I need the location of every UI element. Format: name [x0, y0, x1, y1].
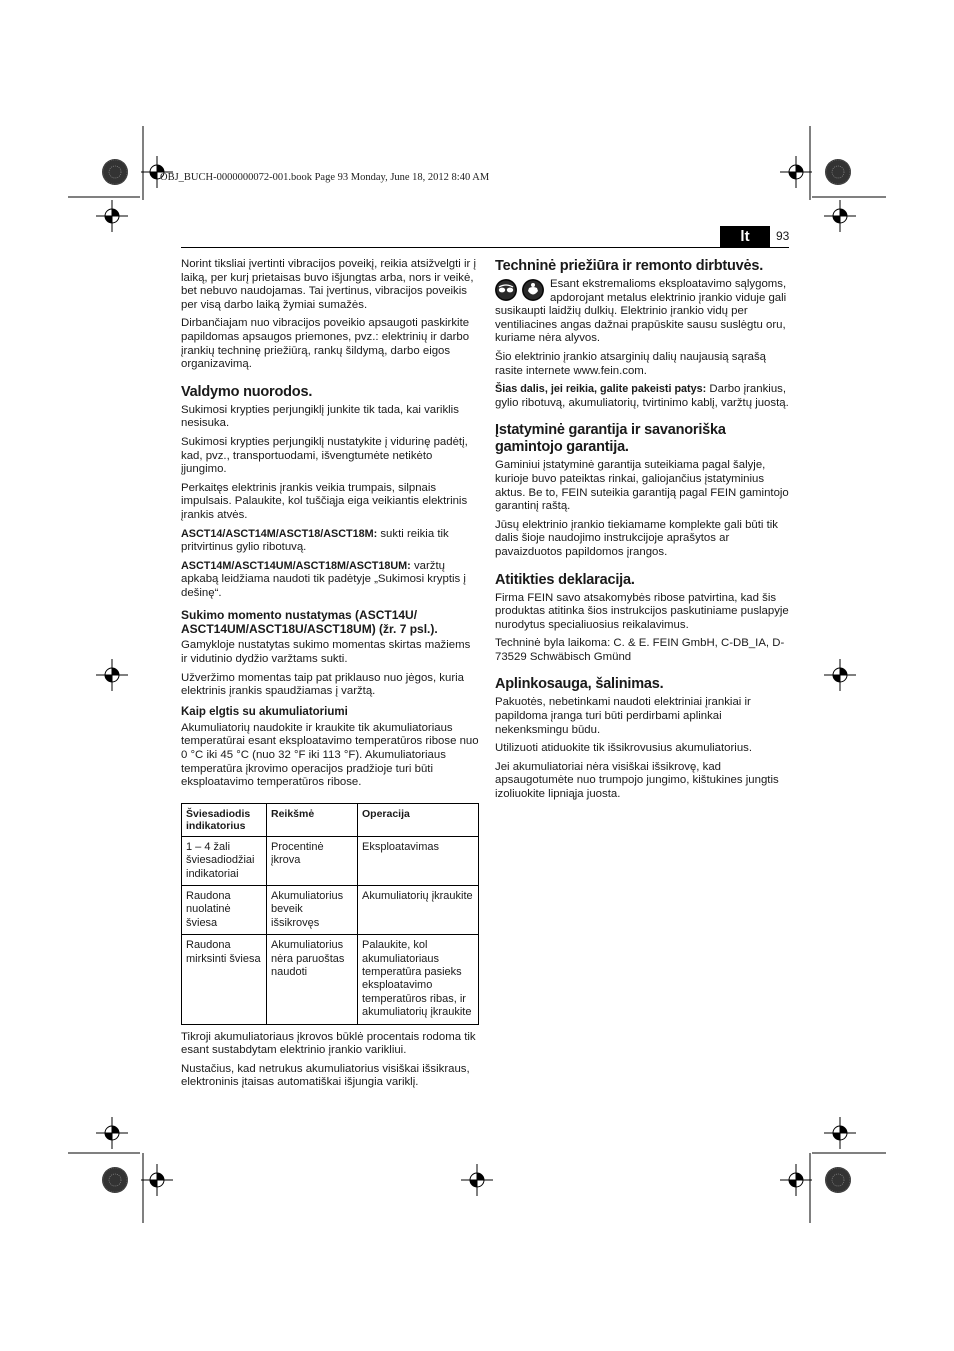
page-number: 93: [776, 229, 790, 243]
paragraph-text: Darbo įrankius, gylio ribotuvą, akumuliatorių, tvirtinimo kablį, varžtų juostą.: [495, 383, 789, 409]
table-header-row: [182, 803, 479, 836]
service-paragraph: [495, 383, 791, 410]
dust-mask-icon: [522, 279, 544, 301]
service-paragraph: Šio elektrinio įrankio atsarginių dalių naujausią sąrašą rasite internete www.fein.com.: [495, 350, 767, 377]
controls-paragraph: Perkaitęs elektrinis įrankis veikia trumpais, silpnais impulsais. Palaukite, kol tuščiąja eiga veikiantis elektrinis įrankis atvės.: [181, 481, 468, 521]
controls-paragraph: [181, 528, 479, 555]
controls-paragraph: Sukimosi krypties perjungiklį junkite tik tada, kai variklis nesisuka.: [181, 403, 459, 430]
header-rule: [181, 247, 789, 248]
table-cell: Eksploatavimas: [358, 836, 479, 885]
environment-paragraph: Jei akumuliatoriai nėra visiškai išsikrovę, kad apsaugotumėte nuo trumpojo jungimo, kištukines jungtis izoliuokite lipniąja juosta.: [495, 760, 779, 801]
conformity-heading: Atitikties deklaracija.: [495, 571, 635, 588]
battery-heading: Kaip elgtis su akumuliatoriumi: [181, 705, 348, 718]
table-cell: Raudona mirksinti šviesa: [182, 935, 267, 1024]
left-column: [181, 258, 479, 1095]
model-list: ASCT14/ASCT14M/ASCT18/ASCT18M:: [181, 527, 378, 540]
conformity-paragraph: Firma FEIN savo atsakomybės ribose patvirtina, kad šis produktas atitinka šios instrukcijos paskutiniame puslapyje nurodytus specialiuosius reikalavimus.: [495, 591, 789, 631]
safety-icons: [495, 278, 547, 304]
right-column: [495, 258, 791, 807]
after-table-paragraph: Tikroji akumuliatoriaus įkrovos būklė procentais rodoma tik esant sustabdytam elektrinio įrankio varikliui.: [181, 1030, 476, 1057]
table-cell: Palaukite, kol akumuliatoriaus temperatūra pasieks eksploatavimo temperatūros ribas, ir akumuliatorių įkraukite: [358, 935, 479, 1024]
warranty-paragraph: Jūsų elektrinio įrankio tiekiamame komplekte gali būti tik dalis šioje naudojimo instrukcijoje aprašytos ar pavaizduotos papildomos įrangos.: [495, 518, 778, 558]
paragraph-text: varžtų apkabą leidžiama naudoti tik padėtyje „Sukimosi kryptis į dešinę“.: [181, 559, 466, 599]
table-cell: Akumuliatorius nėra paruoštas naudoti: [267, 935, 358, 1024]
eye-protection-icon: [495, 279, 517, 301]
environment-paragraph: Utilizuoti atiduokite tik išsikrovusius akumuliatorius.: [495, 742, 753, 755]
service-paragraph: [495, 278, 791, 346]
book-header: OBJ_BUCH-0000000072-001.book Page 93 Monday, June 18, 2012 8:40 AM: [160, 172, 490, 183]
warranty-heading: Įstatyminė garantija ir savanoriška gamintojo garantija.: [495, 422, 726, 456]
controls-heading: Valdymo nuorodos.: [181, 383, 313, 400]
table-cell: Raudona nuolatinė šviesa: [182, 886, 267, 935]
battery-led-table: [181, 803, 479, 1025]
table-cell: Procentinė įkrova: [267, 836, 358, 885]
table-cell: Akumuliatorių įkraukite: [358, 886, 479, 935]
controls-paragraph: [181, 560, 479, 601]
torque-paragraph: Užveržimo momentas taip pat priklauso nuo jėgos, kuria elektrinis įrankis spaudžiamas į varžtą.: [181, 671, 464, 698]
table-cell: 1 – 4 žali šviesadiodžiai indikatoriai: [182, 836, 267, 885]
intro-paragraph: Dirbančiajam nuo vibracijos poveikio apsaugoti paskirkite papildomas apsaugos priemones, pvz.: elektrinių ir darbo įrankių techninę priežiūrą, rankų šildymą, darbo eigos organizavimą.: [181, 317, 470, 371]
paragraph-text: sukti reikia tik pritvirtinus gylio ribotuvą.: [181, 527, 449, 554]
bold-lead: Šias dalis, jei reikia, galite pakeisti patys:: [495, 383, 707, 396]
service-heading: Techninė priežiūra ir remonto dirbtuvės.: [495, 258, 764, 274]
torque-heading: Sukimo momento nustatymas (ASCT14U/ ASCT14UM/ASCT18U/ASCT18UM) (žr. 7 psl.).: [181, 608, 438, 637]
table-header: Šviesadiodis indikatorius: [182, 803, 267, 836]
controls-paragraph: Sukimosi krypties perjungiklį nustatykite į vidurinę padėtį, kad, pvz., transportuodami, išvengtumėte netikėto įjungimo.: [181, 435, 468, 476]
battery-paragraph: Akumuliatorių naudokite ir kraukite tik akumuliatoriaus temperatūrai esant eksploatavimo temperatūros ribose nuo 0 °C iki 45 °C (nuo 32 °F iki 113 °F). Akumuliatoriaus temperatūra įkrovimo operacijos pradžioje turi būti eksploatavimo temperatūros ribose.: [181, 721, 479, 789]
torque-paragraph: Gamykloje nustatytas sukimo momentas skirtas mažiems ir vidutinio dydžio varžtams sukti.: [181, 639, 471, 666]
conformity-paragraph: Techninė byla laikoma: C. & E. FEIN GmbH, C-DB_IA, D-73529 Schwäbisch Gmünd: [495, 637, 785, 663]
language-tab: lt: [720, 226, 770, 247]
paragraph-text: Esant ekstremalioms eksploatavimo sąlygoms, apdorojant metalus elektrinio įrankio viduje gali susikaupti laidžių dulkių. Elektrinio įrankio vidų per ventiliacines angas dažnai prapūskite sausu suslėgtu oru, kuriame nėra alyvos.: [495, 278, 787, 345]
table-cell: Akumuliatorius beveik išsikrovęs: [267, 886, 358, 935]
table-row: [182, 836, 479, 885]
table-header: Reikšmė: [267, 803, 358, 836]
table-row: [182, 935, 479, 1024]
intro-paragraph: Norint tiksliai įvertinti vibracijos poveikį, reikia atsižvelgti ir į laiką, per kurį prietaisas buvo išjungtas arba, nors ir veikė, bet nebuvo naudojamas. Tai įvertinus, vibracijos poveikis per visą darbo laiką žymiai sumažės.: [181, 258, 476, 311]
table-header: Operacija: [358, 803, 479, 836]
table-row: [182, 886, 479, 935]
model-list: ASCT14M/ASCT14UM/ASCT18M/ASCT18UM:: [181, 559, 411, 572]
after-table-paragraph: Nustačius, kad netrukus akumuliatorius visiškai išsikraus, elektroninis įtaisas automatiškai išjungia variklį.: [181, 1062, 470, 1089]
warranty-paragraph: Gaminiui įstatyminė garantija suteikiama pagal šalyje, kurioje buvo pateiktas rinkai, galiojančius įstatyminius aktus. Be to, FEIN suteikia garantiją pagal FEIN gamintojo garantinį raštą.: [495, 459, 789, 513]
environment-paragraph: Pakuotės, nebetinkami naudoti elektriniai įrankiai ir papildoma įranga turi būti perdirbami aplinkai nekenksmingu būdu.: [495, 696, 751, 736]
environment-heading: Aplinkosauga, šalinimas.: [495, 676, 664, 693]
